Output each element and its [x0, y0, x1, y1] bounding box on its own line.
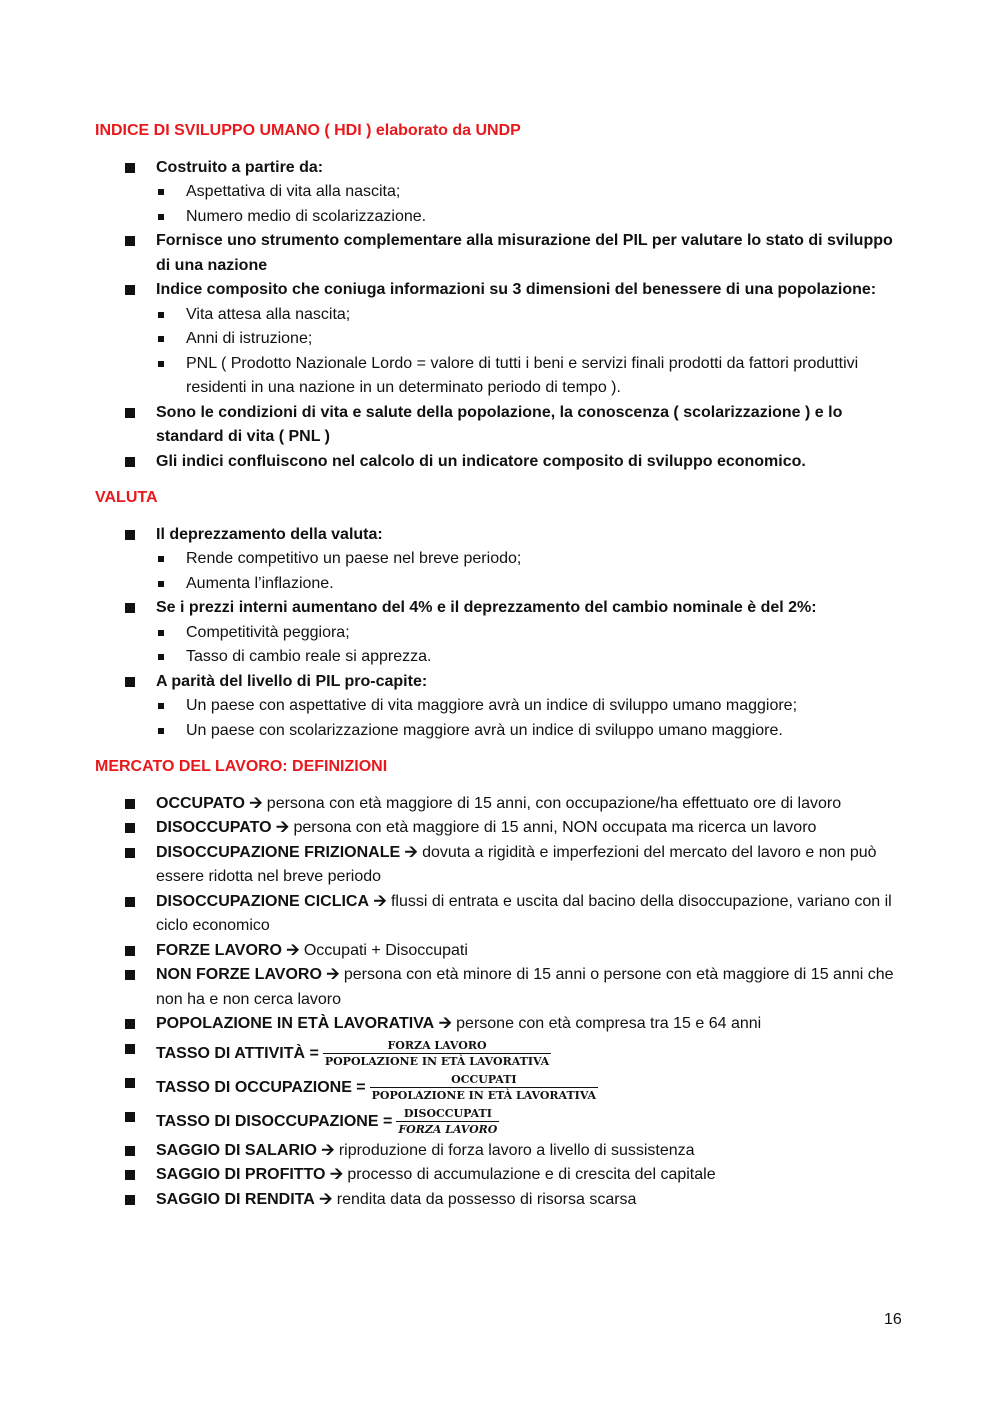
list-item: [95, 401, 910, 450]
definition-item: [95, 1139, 910, 1164]
square-bullet-icon: [125, 799, 135, 809]
definition-term: SAGGIO DI RENDITA: [156, 1190, 315, 1208]
arrow-icon: 🡪: [438, 1015, 452, 1032]
definition-text: dovuta a rigidità e imperfezioni del mercato del lavoro e non può essere ridotta nel breve periodo: [156, 843, 877, 885]
sub-list: [156, 694, 910, 743]
small-square-bullet-icon: [158, 703, 164, 709]
definition-item: [95, 1012, 910, 1037]
small-square-bullet-icon: [158, 312, 164, 318]
formula-term: TASSO DI DISOCCUPAZIONE =: [156, 1112, 393, 1130]
item-text: Il deprezzamento della valuta:: [156, 525, 383, 543]
square-bullet-icon: [125, 603, 135, 613]
definition-text: Occupati + Disoccupati: [303, 941, 468, 959]
arrow-icon: 🡪: [326, 966, 340, 983]
square-bullet-icon: [125, 970, 135, 980]
definition-text: riproduzione di forza lavoro a livello di sussistenza: [338, 1141, 695, 1159]
section-title-lavoro: MERCATO DEL LAVORO: DEFINIZIONI: [95, 758, 388, 775]
square-bullet-icon: [125, 1195, 135, 1205]
square-bullet-icon: [125, 457, 135, 467]
definition-text: persona con età maggiore di 15 anni, NON occupata ma ricerca un lavoro: [293, 819, 817, 836]
formula-term: TASSO DI OCCUPAZIONE =: [156, 1078, 366, 1096]
definition-text: flussi di entrata e uscita dal bacino della disoccupazione, variano con il ciclo economico: [156, 892, 892, 934]
list-item: [95, 278, 910, 401]
arrow-icon: 🡪: [373, 892, 387, 910]
definition-text: persona con età minore di 15 anni o persone con età maggiore di 15 anni che non ha e non cerca lavoro: [156, 966, 894, 1008]
sub-list-item: Rende competitivo un paese nel breve periodo;: [156, 547, 910, 572]
square-bullet-icon: [125, 946, 135, 956]
list-item: [95, 670, 910, 744]
definition-item: [95, 792, 910, 817]
sub-list-item: Anni di istruzione;: [156, 327, 910, 352]
small-square-bullet-icon: [158, 336, 164, 342]
fraction-denominator: FORZA LAVORO: [398, 1122, 498, 1136]
sub-list-item: Aumenta l’inflazione.: [156, 572, 910, 597]
sub-list-item: Tasso di cambio reale si apprezza.: [156, 645, 910, 670]
page-number: 16: [884, 1311, 902, 1328]
square-bullet-icon: [125, 408, 135, 418]
section-title-hdi: INDICE DI SVILUPPO UMANO ( HDI ) elaborato da UNDP: [95, 122, 521, 139]
list-item: [95, 450, 910, 475]
arrow-icon: 🡪: [286, 941, 300, 959]
small-square-bullet-icon: [158, 214, 164, 220]
definition-text: persona con età maggiore di 15 anni, con occupazione/ha effettuato ore di lavoro: [266, 794, 842, 812]
hdi-list: [95, 156, 910, 475]
arrow-icon: 🡪: [321, 1141, 335, 1159]
definition-term: OCCUPATO: [156, 794, 245, 812]
sub-list-item: Vita attesa alla nascita;: [156, 303, 910, 328]
definition-item: [95, 816, 910, 841]
fraction: [370, 1073, 598, 1102]
fraction-numerator: FORZA LAVORO: [323, 1039, 551, 1054]
formula-item: [95, 1105, 910, 1139]
formula-term: TASSO DI ATTIVITÀ =: [156, 1044, 319, 1062]
sub-list: [156, 621, 910, 670]
small-square-bullet-icon: [158, 581, 164, 587]
definition-item: [95, 1163, 910, 1188]
small-square-bullet-icon: [158, 189, 164, 195]
list-item: [95, 596, 910, 670]
valuta-list: [95, 523, 910, 744]
square-bullet-icon: [125, 1170, 135, 1180]
item-text: Indice composito che coniuga informazioni su 3 dimensioni del benessere di una popolazione:: [156, 281, 877, 298]
small-square-bullet-icon: [158, 630, 164, 636]
square-bullet-icon: [125, 848, 135, 858]
square-bullet-icon: [125, 1078, 135, 1088]
item-text: Gli indici confluiscono nel calcolo di un indicatore composito di sviluppo economico.: [156, 452, 806, 470]
formula-item: [95, 1037, 910, 1071]
sub-list-item: Un paese con scolarizzazione maggiore avrà un indice di sviluppo umano maggiore.: [156, 719, 910, 744]
sub-list: [156, 303, 910, 401]
sub-list: [156, 180, 910, 229]
definition-term: SAGGIO DI PROFITTO: [156, 1166, 326, 1183]
square-bullet-icon: [125, 285, 135, 295]
list-item: [95, 523, 910, 597]
small-square-bullet-icon: [158, 361, 164, 367]
item-text: Costruito a partire da:: [156, 158, 324, 176]
square-bullet-icon: [125, 1044, 135, 1054]
arrow-icon: 🡪: [329, 1166, 343, 1183]
square-bullet-icon: [125, 897, 135, 907]
definition-item: [95, 841, 910, 890]
definition-term: NON FORZE LAVORO: [156, 966, 322, 983]
fraction-numerator: OCCUPATI: [370, 1073, 598, 1088]
item-text: Fornisce uno strumento complementare alla misurazione del PIL per valutare lo stato di sviluppo di una nazione: [156, 232, 893, 274]
fraction: [323, 1039, 551, 1068]
arrow-icon: 🡪: [276, 819, 290, 836]
definition-term: SAGGIO DI SALARIO: [156, 1141, 317, 1159]
definition-term: DISOCCUPAZIONE CICLICA: [156, 892, 370, 910]
definition-item: [95, 1188, 910, 1213]
lavoro-list: [95, 792, 910, 1213]
item-text: A parità del livello di PIL pro-capite:: [156, 672, 428, 690]
definition-term: POPOLAZIONE IN ETÀ LAVORATIVA: [156, 1015, 435, 1032]
small-square-bullet-icon: [158, 556, 164, 562]
sub-list: [156, 547, 910, 596]
arrow-icon: 🡪: [319, 1190, 333, 1208]
item-text: Se i prezzi interni aumentano del 4% e il deprezzamento del cambio nominale è del 2%:: [156, 599, 817, 616]
square-bullet-icon: [125, 530, 135, 540]
small-square-bullet-icon: [158, 728, 164, 734]
fraction: [396, 1107, 499, 1136]
square-bullet-icon: [125, 163, 135, 173]
square-bullet-icon: [125, 236, 135, 246]
sub-list-item: Aspettativa di vita alla nascita;: [156, 180, 910, 205]
definition-text: rendita data da possesso di risorsa scarsa: [336, 1190, 637, 1208]
small-square-bullet-icon: [158, 654, 164, 660]
list-item: [95, 229, 910, 278]
arrow-icon: 🡪: [404, 843, 418, 861]
square-bullet-icon: [125, 1112, 135, 1122]
square-bullet-icon: [125, 823, 135, 833]
item-text: Sono le condizioni di vita e salute della popolazione, la conoscenza ( scolarizzazione ) e lo standard di vita ( PNL ): [156, 403, 843, 445]
definition-term: DISOCCUPAZIONE FRIZIONALE: [156, 843, 401, 861]
definition-item: [95, 890, 910, 939]
definition-term: DISOCCUPATO: [156, 819, 272, 836]
square-bullet-icon: [125, 1146, 135, 1156]
fraction-denominator: POPOLAZIONE IN ETÀ LAVORATIVA: [324, 1054, 550, 1068]
formula-item: [95, 1071, 910, 1105]
definition-item: [95, 963, 910, 1012]
definition-text: persone con età compresa tra 15 e 64 anni: [456, 1015, 762, 1032]
definition-item: [95, 939, 910, 964]
arrow-icon: 🡪: [249, 794, 263, 812]
page-content: [95, 119, 910, 1212]
fraction-denominator: POPOLAZIONE IN ETÀ LAVORATIVA: [371, 1088, 597, 1102]
sub-list-item: Competitività peggiora;: [156, 621, 910, 646]
section-title-valuta: VALUTA: [95, 489, 158, 506]
sub-list-item: Numero medio di scolarizzazione.: [156, 205, 910, 230]
list-item: [95, 156, 910, 230]
square-bullet-icon: [125, 1019, 135, 1029]
sub-list-item: Un paese con aspettative di vita maggiore avrà un indice di sviluppo umano maggiore;: [156, 694, 910, 719]
sub-list-item: PNL ( Prodotto Nazionale Lordo = valore di tutti i beni e servizi finali prodotti da fattori produttivi residenti in una nazione in un determinato periodo di tempo ).: [156, 352, 910, 401]
fraction-numerator: DISOCCUPATI: [396, 1107, 499, 1122]
square-bullet-icon: [125, 677, 135, 687]
definition-term: FORZE LAVORO: [156, 941, 282, 959]
definition-text: processo di accumulazione e di crescita del capitale: [347, 1166, 716, 1183]
